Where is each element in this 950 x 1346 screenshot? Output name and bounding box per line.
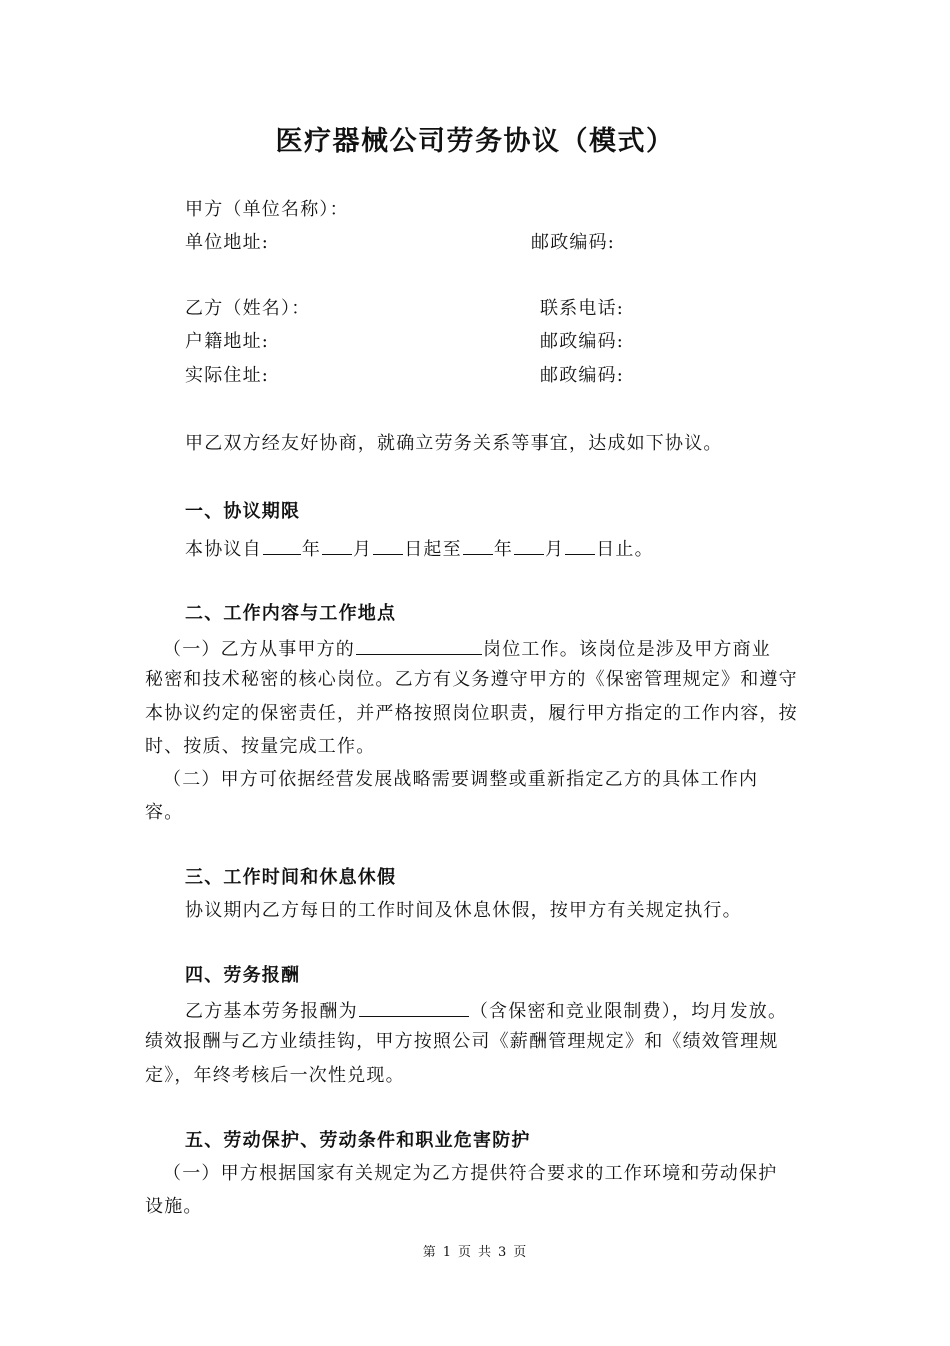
section-4-line3: 定》，年终考核后一次性兑现。 [145,1065,405,1086]
s2-p1-line1-start: （一）乙方从事甲方的 [163,639,355,660]
party-a-address-label: 单位地址: [185,232,270,253]
section-2-p2-line1: （二）甲方可依据经营发展战略需要调整或重新指定乙方的具体工作内 [163,769,759,790]
s1-text-end: 日止。 [596,539,654,560]
s1-text-to: 日起至 [404,539,462,560]
s1-end-day-blank[interactable] [565,535,595,555]
party-b-actual-postcode-label: 邮政编码: [540,365,625,386]
s1-start-day-blank[interactable] [373,535,403,555]
s1-text-month: 月 [353,539,373,560]
section-2-p1-line3: 本协议约定的保密责任，并严格按照岗位职责，履行甲方指定的工作内容，按 [145,703,798,724]
s1-text-year2: 年 [493,539,514,560]
party-b-actual-label: 实际住址: [185,365,270,386]
footer-total-word: 共 [478,1245,493,1260]
intro-paragraph: 甲乙双方经友好协商，就确立劳务关系等事宜，达成如下协议。 [185,433,723,454]
section-2-p1-line2: 秘密和技术秘密的核心岗位。乙方有义务遵守甲方的《保密管理规定》和遵守 [145,669,798,690]
s1-end-month-blank[interactable] [514,535,544,555]
s1-text-month2: 月 [545,539,565,560]
party-b-name-label: 乙方（姓名）： [185,298,311,319]
party-a-name-label: 甲方（单位名称）： [185,199,349,220]
section-4-line1 [185,997,787,1024]
section-3-body: 协议期内乙方每日的工作时间及休息休假，按甲方有关规定执行。 [185,900,742,921]
section-2-heading: 二、工作内容与工作地点 [185,603,397,624]
footer-current-page: 1 [442,1245,452,1260]
s4-salary-blank[interactable] [359,997,469,1017]
footer-suffix: 页 [513,1245,528,1260]
s4-line1-end: （含保密和竞业限制费），均月发放。 [469,1001,788,1022]
section-4-line2: 绩效报酬与乙方业绩挂钩，甲方按照公司《薪酬管理规定》和《绩效管理规 [145,1031,779,1052]
party-b-household-postcode-label: 邮政编码: [540,331,625,352]
section-5-heading: 五、劳动保护、劳动条件和职业危害防护 [185,1130,531,1151]
s1-text-year: 年 [301,539,322,560]
footer-total-pages: 3 [498,1245,508,1260]
s1-start-year-blank[interactable] [263,535,301,555]
party-b-household-label: 户籍地址: [185,331,270,352]
s1-start-month-blank[interactable] [322,535,352,555]
section-4-heading: 四、劳务报酬 [185,965,301,986]
party-a-postcode-label: 邮政编码: [531,232,616,253]
section-2-p2-line2: 容。 [145,802,184,823]
s4-line1-start: 乙方基本劳务报酬为 [185,1001,358,1022]
s1-text-from: 本协议自 [185,539,262,560]
page-title: 医疗器械公司劳务协议（模式） [275,126,675,157]
page-footer [0,1244,950,1262]
s2-position-blank[interactable] [356,635,482,655]
section-5-line2: 设施。 [145,1196,203,1217]
section-3-heading: 三、工作时间和休息休假 [185,867,397,888]
section-5-line1: （一）甲方根据国家有关规定为乙方提供符合要求的工作环境和劳动保护 [163,1163,778,1184]
party-b-phone-label: 联系电话: [540,298,625,319]
section-2-p1-line1 [163,635,771,662]
s2-p1-line1-end: 岗位工作。该岗位是涉及甲方商业 [483,639,771,660]
section-1-heading: 一、协议期限 [185,501,301,522]
section-1-body [185,535,654,562]
footer-page-word: 页 [457,1245,472,1260]
footer-prefix: 第 [422,1245,437,1260]
s1-end-year-blank[interactable] [463,535,493,555]
section-2-p1-line4: 时、按质、按量完成工作。 [145,736,376,757]
